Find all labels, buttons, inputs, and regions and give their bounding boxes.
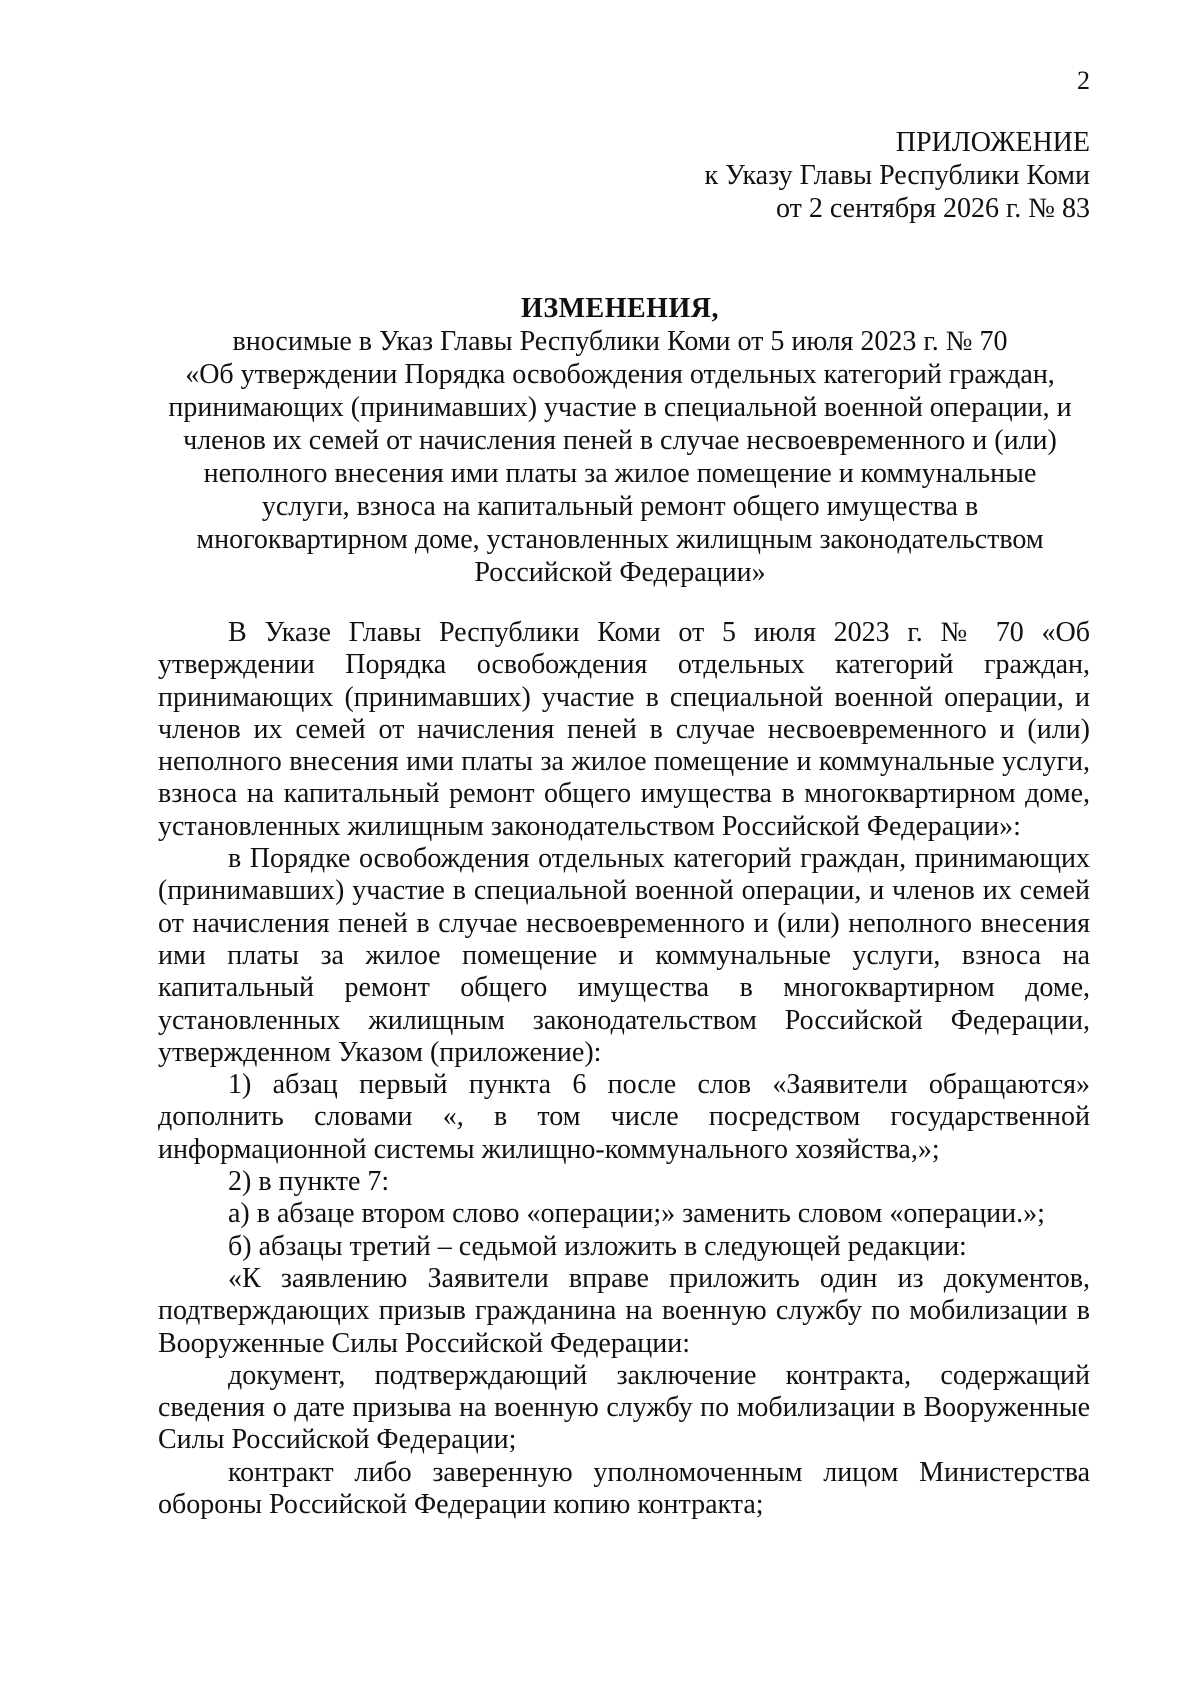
title-line: «Об утверждении Порядка освобождения отдельных категорий граждан, — [185, 359, 1055, 390]
title-line: принимающих (принимавших) участие в специальной военной операции, и — [168, 392, 1072, 423]
appendix-decree-date: от 2 сентября 2026 г. № 83 — [776, 193, 1090, 224]
page-number: 2 — [1077, 66, 1090, 95]
appendix-block — [705, 126, 1090, 225]
body-paragraph: б) абзацы третий – седьмой изложить в следующей редакции: — [228, 1230, 967, 1262]
body-paragraph: контракт либо заверенную уполномоченным лицом Министерства обороны Российской Федерации копию контракта; — [158, 1456, 1090, 1521]
title-line: неполного внесения ими платы за жилое помещение и коммунальные — [203, 458, 1037, 489]
body-paragraph: в Порядке освобождения отдельных категорий граждан, принимающих (принимавших) участие в специальной военной операции, и членов их семей от начисления пеней в случае несвоевременного и (или) неполного внесения ими платы за жилое помещение и коммунальные услуги, взноса на капитальный ремонт общего имущества в многоквартирном доме, установленных жилищным законодательством Российской Федерации, утвержденном Указом (приложение): — [158, 843, 1090, 1068]
document-title — [150, 292, 1090, 589]
body-paragraph: а) в абзаце втором слово «операции;» заменить словом «операции.»; — [228, 1198, 1045, 1230]
body-paragraph: «К заявлению Заявители вправе приложить один из документов, подтверждающих призыв гражданина на военную службу по мобилизации в Вооруженные Силы Российской Федерации: — [158, 1262, 1090, 1359]
title-line: членов их семей от начисления пеней в случае несвоевременного и (или) — [183, 425, 1057, 456]
body-paragraph: 1) абзац первый пункта 6 после слов «Заявители обращаются» дополнить словами «, в том числе посредством государственной информационной системы жилищно-коммунального хозяйства,»; — [158, 1069, 1090, 1165]
appendix-label: ПРИЛОЖЕНИЕ — [895, 127, 1090, 158]
title-heading: ИЗМЕНЕНИЯ, — [521, 293, 719, 324]
appendix-decree-ref: к Указу Главы Республики Коми — [704, 160, 1090, 191]
title-line: Российской Федерации» — [474, 557, 766, 588]
body-paragraph: документ, подтверждающий заключение контракта, содержащий сведения о дате призыва на военную службу по мобилизации в Вооруженные Силы Российской Федерации; — [158, 1359, 1090, 1456]
title-line: вносимые в Указ Главы Республики Коми от 5 июля 2023 г. № 70 — [232, 326, 1008, 357]
document-body — [158, 617, 1090, 1521]
body-paragraph: 2) в пункте 7: — [228, 1166, 390, 1198]
title-line: услуги, взноса на капитальный ремонт общего имущества в — [261, 491, 979, 522]
title-line: многоквартирном доме, установленных жилищным законодательством — [196, 524, 1044, 555]
body-paragraph: В Указе Главы Республики Коми от 5 июля 2023 г. № 70 «Об утверждении Порядка освобождения отдельных категорий граждан, принимающих (принимавших) участие в специальной военной операции, и членов их семей от начисления пеней в случае несвоевременного и (или) неполного внесения ими платы за жилое помещение и коммунальные услуги, взноса на капитальный ремонт общего имущества в многоквартирном доме, установленных жилищным законодательством Российской Федерации»: — [158, 617, 1090, 842]
